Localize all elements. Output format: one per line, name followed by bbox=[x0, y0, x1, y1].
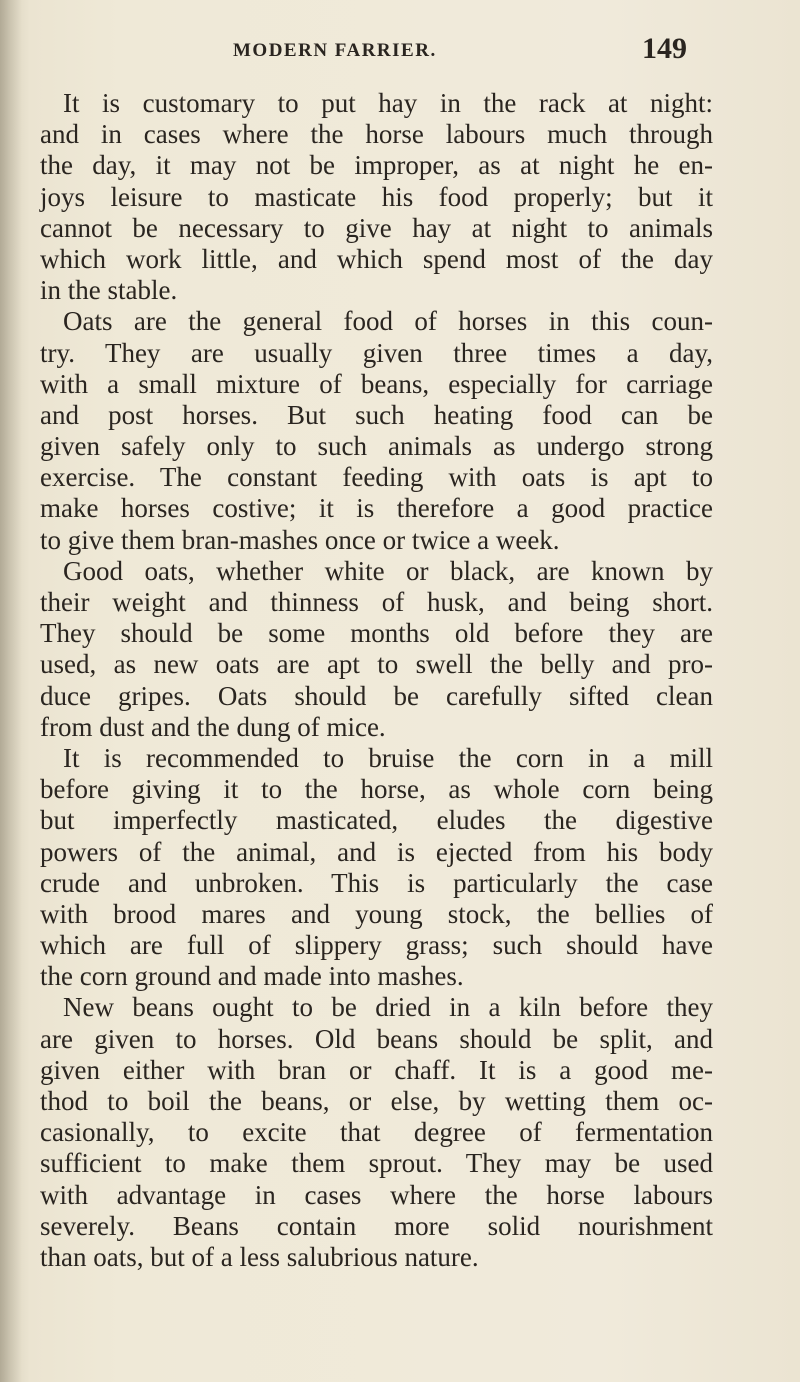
text-line: with a small mixture of beans, especially for carriage bbox=[40, 368, 713, 399]
text-line: cannot be necessary to give hay at night to animals bbox=[40, 212, 713, 243]
text-line: which work little, and which spend most of the day bbox=[40, 243, 713, 274]
text-line: to give them bran-mashes once or twice a week. bbox=[40, 524, 560, 555]
text-line: which are full of slippery grass; such should have bbox=[40, 930, 713, 961]
text-line: casionally, to excite that degree of fermentation bbox=[40, 1117, 713, 1148]
text-line: and post horses. But such heating food can be bbox=[40, 399, 713, 430]
text-line: used, as new oats are apt to swell the belly and pro- bbox=[40, 649, 713, 680]
text-line: It is customary to put hay in the rack at night: bbox=[63, 88, 713, 118]
running-title: MODERN FARRIER. bbox=[233, 40, 437, 61]
text-line: with brood mares and young stock, the bellies of bbox=[40, 898, 713, 929]
text-line: with advantage in cases where the horse labours bbox=[40, 1179, 713, 1210]
body-text bbox=[40, 88, 713, 1273]
text-line: severely. Beans contain more solid nourishment bbox=[40, 1210, 713, 1241]
page-number: 149 bbox=[642, 32, 687, 65]
text-line: are given to horses. Old beans should be split, and bbox=[40, 1023, 713, 1054]
text-line: exercise. The constant feeding with oats is apt to bbox=[40, 462, 713, 493]
text-line: from dust and the dung of mice. bbox=[40, 711, 386, 742]
text-line: try. They are usually given three times a day, bbox=[40, 337, 713, 368]
text-line: It is recommended to bruise the corn in a mill bbox=[63, 742, 713, 773]
text-line: the day, it may not be improper, as at night he en- bbox=[40, 150, 713, 181]
text-line: and in cases where the horse labours much through bbox=[40, 119, 713, 150]
text-line: duce gripes. Oats should be carefully sifted clean bbox=[40, 680, 713, 711]
text-line: crude and unbroken. This is particularly the case bbox=[40, 867, 713, 898]
text-line: but imperfectly masticated, eludes the digestive bbox=[40, 805, 713, 836]
page-header bbox=[233, 32, 713, 76]
text-line: They should be some months old before they are bbox=[40, 618, 713, 649]
text-line: sufficient to make them sprout. They may be used bbox=[40, 1148, 713, 1179]
text-line: given either with bran or chaff. It is a good me- bbox=[40, 1054, 713, 1085]
text-line: Good oats, whether white or black, are known by bbox=[63, 555, 713, 586]
text-line: Oats are the general food of horses in this coun- bbox=[63, 306, 713, 337]
text-line: the corn ground and made into mashes. bbox=[40, 961, 464, 992]
text-line: thod to boil the beans, or else, by wetting them oc- bbox=[40, 1086, 713, 1116]
page-gutter-shadow bbox=[0, 0, 22, 1382]
text-line: given safely only to such animals as undergo strong bbox=[40, 431, 713, 462]
text-line: their weight and thinness of husk, and being short. bbox=[40, 587, 713, 617]
text-line: in the stable. bbox=[40, 275, 178, 306]
text-line: make horses costive; it is therefore a good practice bbox=[40, 493, 713, 524]
text-line: New beans ought to be dried in a kiln before they bbox=[63, 992, 713, 1023]
text-line: before giving it to the horse, as whole corn being bbox=[40, 774, 713, 805]
text-line: joys leisure to masticate his food properly; but it bbox=[40, 181, 713, 212]
text-line: than oats, but of a less salubrious nature. bbox=[40, 1241, 479, 1272]
text-line: powers of the animal, and is ejected from his body bbox=[40, 836, 713, 867]
